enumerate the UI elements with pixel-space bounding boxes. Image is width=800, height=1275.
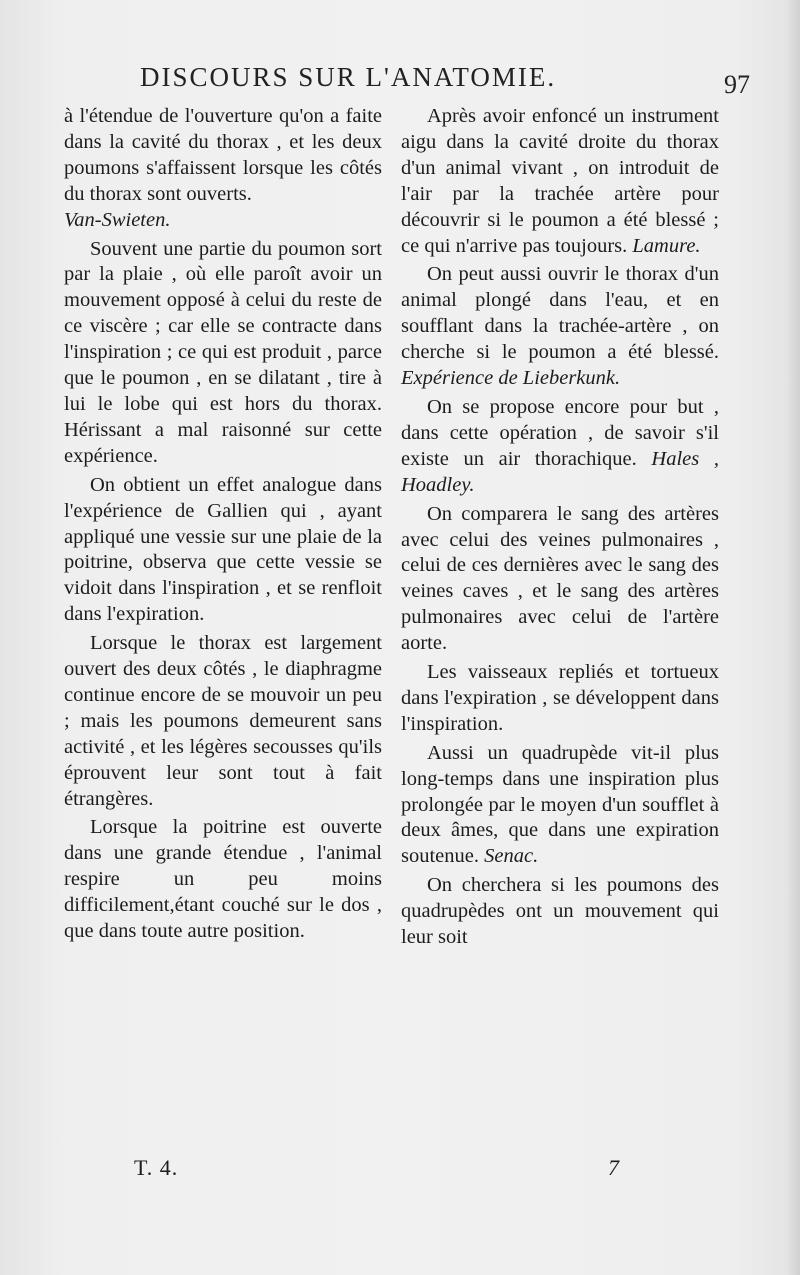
- paragraph-text: On peut aussi ouvrir le thorax d'un animal plongé dans l'eau, et en soufflant dans la trachée-artère , on cherche si le poumon a été blessé.: [401, 263, 719, 364]
- paragraph: On comparera le sang des artères avec celui des veines pulmonaires , celui de ces dernières avec le sang des veines caves , et le sang des artères pulmonaires avec celui de l'artère aorte.: [401, 502, 719, 655]
- citation: Senac.: [484, 845, 539, 868]
- citation: Expérience de Lieberkunk.: [401, 367, 621, 390]
- left-column: [64, 104, 382, 945]
- paragraph: [64, 104, 382, 234]
- paragraph: [401, 262, 719, 392]
- gathering-mark: 7: [608, 1155, 619, 1180]
- paragraph-text: Aussi un quadrupède vit-il plus long-temps dans une inspiration plus prolongée par le moyen d'un soufflet à deux âmes, que dans une expiration soutenue.: [401, 741, 719, 868]
- citation: Hales , Hoadley.: [401, 447, 720, 496]
- paragraph: [401, 395, 719, 499]
- volume-signature: T. 4.: [134, 1155, 179, 1180]
- page-footer: [64, 1155, 724, 1185]
- paragraph-text: Après avoir enfoncé un instrument aigu dans la cavité droite du thorax d'un animal vivant , on introduit de l'air par la trachée artère pour découvrir si le poumon a été blessé ; ce qui n'arrive pas toujours.: [401, 105, 719, 257]
- citation: Van-Swieten.: [64, 208, 171, 231]
- running-title: DISCOURS SUR L'ANATOMIE.: [140, 62, 557, 92]
- paragraph: Les vaisseaux repliés et tortueux dans l'expiration , se développent dans l'inspiration.: [401, 661, 719, 735]
- paragraph: On cherchera si les poumons des quadrupèdes ont un mouvement qui leur soit: [401, 874, 719, 949]
- paragraph-text: On se propose encore pour but , dans cette opération , de savoir s'il existe un air thorachique.: [401, 395, 719, 470]
- paragraph: Lorsque la poitrine est ouverte dans une grande étendue , l'animal respire un peu moins difficilement,étant couché sur le dos , que dans toute autre position.: [64, 816, 382, 943]
- paragraph-text: à l'étendue de l'ouverture qu'on a faite dans la cavité du thorax , et les deux poumons s'affaissent lorsque les côtés du thorax sont ouverts.: [64, 105, 382, 205]
- page-number: 97: [724, 70, 750, 99]
- paragraph: Lorsque le thorax est largement ouvert des deux côtés , le diaphragme continue encore de se mouvoir un peu ; mais les poumons demeurent sans activité , et les légères secousses qu'ils éprouvent leur sont tout à fait étrangères.: [64, 632, 382, 810]
- paragraph: [401, 104, 719, 259]
- page-edge-shadow: [786, 0, 800, 1275]
- paragraph: On obtient un effet analogue dans l'expérience de Gallien qui , ayant appliqué une vessie sur une plaie de la poitrine, observa que cette vessie se vidoit dans l'inspiration , et se renfloit dans l'expiration.: [64, 473, 382, 626]
- right-column: [401, 104, 719, 951]
- paragraph: Souvent une partie du poumon sort par la plaie , où elle paroît avoir un mouvement opposé à celui du reste de ce viscère ; car elle se contracte dans l'inspiration ; ce qui est produit , parce que le poumon , en se dilatant , tire à lui le lobe qui est hors du thorax. Hérissant a mal raisonné sur cette expérience.: [64, 237, 382, 467]
- page-header: [60, 62, 750, 102]
- paragraph: [401, 741, 719, 871]
- citation: Lamure.: [632, 234, 701, 257]
